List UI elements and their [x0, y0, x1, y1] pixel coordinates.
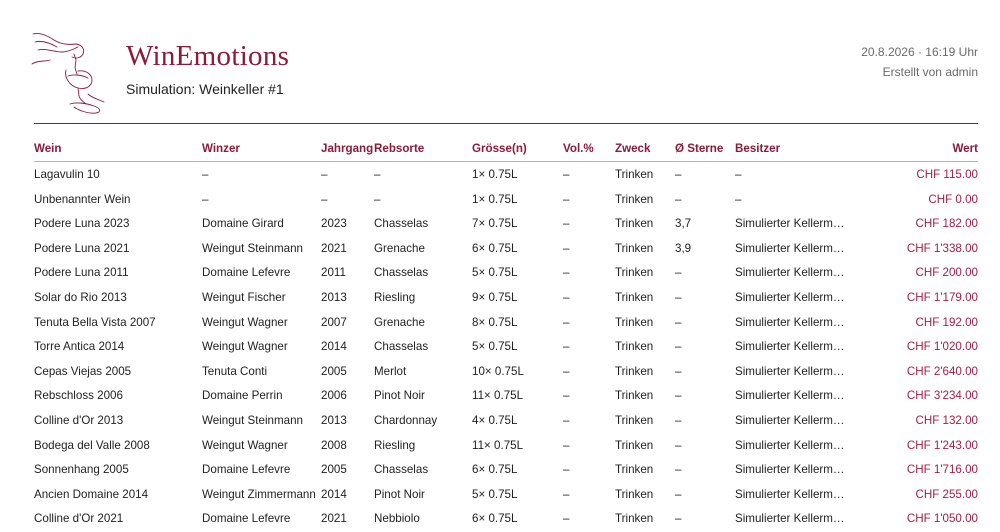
- cell-size: 5× 0.75L: [472, 340, 518, 354]
- cell-alcohol: –: [563, 364, 570, 378]
- cell-wine-name: Torre Antica 2014: [34, 340, 125, 354]
- cell-owner: Simulierter Kellerm…: [735, 389, 845, 403]
- cell-purpose: Trinken: [615, 266, 654, 280]
- cell-avg-stars: –: [675, 364, 682, 378]
- cell-winemaker: Tenuta Conti: [202, 364, 268, 378]
- cell-value: CHF 200.00: [915, 266, 978, 280]
- cell-winemaker: Weingut Wagner: [202, 340, 288, 354]
- cell-purpose: Trinken: [615, 438, 654, 452]
- cell-alcohol: –: [563, 290, 570, 304]
- cell-winemaker: Weingut Zimmermann: [202, 487, 316, 501]
- cell-owner: Simulierter Kellerm…: [735, 315, 845, 329]
- report-author: Erstellt von admin: [882, 65, 978, 79]
- cell-owner: Simulierter Kellerm…: [735, 463, 845, 477]
- cell-size: 11× 0.75L: [472, 438, 524, 452]
- cell-purpose: Trinken: [615, 241, 654, 255]
- cell-grape: Chasselas: [374, 340, 429, 354]
- brand-wordmark: WinEmotions: [126, 40, 290, 72]
- table-row: [34, 359, 978, 384]
- cell-purpose: Trinken: [615, 315, 654, 329]
- cell-purpose: Trinken: [615, 487, 654, 501]
- column-header-jahrgang: Jahrgang: [321, 142, 374, 155]
- cell-wine-name: Colline d'Or 2013: [34, 413, 124, 427]
- cell-avg-stars: –: [675, 512, 682, 526]
- cell-alcohol: –: [563, 315, 570, 329]
- cell-purpose: Trinken: [615, 364, 654, 378]
- column-header-besitzer: Besitzer: [735, 142, 781, 155]
- cell-vintage: 2014: [321, 340, 347, 354]
- cell-winemaker: Weingut Wagner: [202, 315, 288, 329]
- cell-value: CHF 132.00: [915, 413, 978, 427]
- cell-purpose: Trinken: [615, 512, 654, 526]
- cell-alcohol: –: [563, 512, 570, 526]
- cell-grape: Chasselas: [374, 463, 429, 477]
- table-row: [34, 162, 978, 187]
- table-body: [34, 162, 978, 531]
- cell-alcohol: –: [563, 487, 570, 501]
- cell-owner: –: [735, 168, 742, 181]
- cell-size: 4× 0.75L: [472, 413, 518, 427]
- report-subtitle: Simulation: Weinkeller #1: [126, 81, 284, 97]
- cell-value: CHF 3'234.00: [906, 389, 978, 403]
- cell-vintage: 2013: [321, 413, 347, 427]
- cell-purpose: Trinken: [615, 192, 654, 206]
- cell-value: CHF 1'050.00: [906, 512, 978, 526]
- cell-vintage: 2007: [321, 315, 347, 329]
- cell-alcohol: –: [563, 340, 570, 354]
- cell-vintage: 2013: [321, 290, 347, 304]
- cell-wine-name: Sonnenhang 2005: [34, 463, 129, 477]
- cell-grape: Grenache: [374, 241, 425, 255]
- cell-vintage: 2021: [321, 512, 347, 526]
- cell-wine-name: Lagavulin 10: [34, 168, 100, 181]
- cell-owner: Simulierter Kellerm…: [735, 487, 845, 501]
- cell-vintage: 2014: [321, 487, 347, 501]
- cell-grape: Merlot: [374, 364, 407, 378]
- column-header-groesse: Grösse(n): [472, 142, 527, 155]
- cell-wine-name: Rebschloss 2006: [34, 389, 123, 403]
- cell-avg-stars: –: [675, 463, 682, 477]
- cell-avg-stars: –: [675, 438, 682, 452]
- cell-purpose: Trinken: [615, 413, 654, 427]
- table-row: [34, 383, 978, 408]
- cell-winemaker: –: [202, 168, 209, 181]
- cell-size: 5× 0.75L: [472, 487, 518, 501]
- cell-grape: Riesling: [374, 290, 416, 304]
- cell-avg-stars: –: [675, 413, 682, 427]
- table-row: [34, 408, 978, 433]
- cell-avg-stars: 3,7: [675, 217, 692, 231]
- column-header-wert: Wert: [952, 142, 978, 155]
- cell-winemaker: Weingut Steinmann: [202, 241, 303, 255]
- column-header-vol: Vol.%: [563, 142, 594, 155]
- cell-wine-name: Unbenannter Wein: [34, 192, 131, 206]
- cell-purpose: Trinken: [615, 168, 654, 181]
- cell-value: CHF 0.00: [928, 192, 978, 206]
- table-row: [34, 433, 978, 458]
- cell-wine-name: Podere Luna 2023: [34, 217, 130, 231]
- cell-wine-name: Solar do Rio 2013: [34, 290, 127, 304]
- cell-alcohol: –: [563, 463, 570, 477]
- column-header-winzer: Winzer: [202, 142, 240, 155]
- cell-grape: Chardonnay: [374, 413, 438, 427]
- cell-grape: Chasselas: [374, 266, 429, 280]
- cell-size: 6× 0.75L: [472, 241, 518, 255]
- table-row: [34, 211, 978, 236]
- cell-size: 6× 0.75L: [472, 512, 518, 526]
- cell-wine-name: Colline d'Or 2021: [34, 512, 124, 526]
- cell-alcohol: –: [563, 413, 570, 427]
- table-header-row: [34, 137, 978, 162]
- report-meta: [861, 42, 978, 82]
- cell-winemaker: Domaine Girard: [202, 217, 284, 231]
- header-divider: [34, 123, 978, 124]
- cell-winemaker: –: [202, 192, 209, 206]
- table-row: [34, 506, 978, 531]
- cell-owner: Simulierter Kellerm…: [735, 364, 845, 378]
- cell-value: CHF 1'338.00: [906, 241, 978, 255]
- cell-purpose: Trinken: [615, 290, 654, 304]
- cell-avg-stars: –: [675, 168, 682, 181]
- cell-wine-name: Podere Luna 2011: [34, 266, 129, 280]
- cell-winemaker: Domaine Lefevre: [202, 512, 291, 526]
- cell-alcohol: –: [563, 217, 570, 231]
- cell-value: CHF 192.00: [915, 315, 978, 329]
- table-row: [34, 187, 978, 212]
- cell-vintage: 2005: [321, 364, 347, 378]
- cell-grape: –: [374, 168, 381, 181]
- table-row: [34, 457, 978, 482]
- cell-owner: Simulierter Kellerm…: [735, 217, 845, 231]
- table-row: [34, 482, 978, 507]
- cell-avg-stars: –: [675, 389, 682, 403]
- cell-owner: Simulierter Kellerm…: [735, 512, 845, 526]
- cell-vintage: 2008: [321, 438, 347, 452]
- table-row: [34, 310, 978, 335]
- cell-size: 9× 0.75L: [472, 290, 518, 304]
- cell-value: CHF 182.00: [915, 217, 978, 231]
- cell-size: 10× 0.75L: [472, 364, 524, 378]
- cell-size: 5× 0.75L: [472, 266, 518, 280]
- cell-avg-stars: –: [675, 290, 682, 304]
- cell-owner: Simulierter Kellerm…: [735, 266, 845, 280]
- cell-vintage: 2006: [321, 389, 347, 403]
- cell-grape: –: [374, 192, 381, 206]
- cell-vintage: 2005: [321, 463, 347, 477]
- cell-owner: Simulierter Kellerm…: [735, 438, 845, 452]
- column-header-sterne: Ø Sterne: [675, 142, 724, 155]
- cell-size: 6× 0.75L: [472, 463, 518, 477]
- cell-purpose: Trinken: [615, 340, 654, 354]
- cell-value: CHF 1'020.00: [906, 340, 978, 354]
- column-header-zweck: Zweck: [615, 142, 651, 155]
- cell-winemaker: Domaine Lefevre: [202, 266, 291, 280]
- cell-grape: Riesling: [374, 438, 416, 452]
- cell-value: CHF 115.00: [916, 168, 978, 181]
- cell-vintage: 2021: [321, 241, 347, 255]
- cell-vintage: –: [321, 168, 328, 181]
- cell-alcohol: –: [563, 438, 570, 452]
- cell-size: 7× 0.75L: [472, 217, 518, 231]
- cell-alcohol: –: [563, 168, 570, 181]
- cell-avg-stars: –: [675, 487, 682, 501]
- cell-purpose: Trinken: [615, 389, 654, 403]
- cell-alcohol: –: [563, 389, 570, 403]
- cell-grape: Chasselas: [374, 217, 429, 231]
- cell-value: CHF 255.00: [915, 487, 978, 501]
- cell-wine-name: Bodega del Valle 2008: [34, 438, 150, 452]
- cell-value: CHF 1'716.00: [906, 463, 978, 477]
- cell-grape: Pinot Noir: [374, 487, 425, 501]
- cell-vintage: 2011: [321, 266, 346, 280]
- cell-winemaker: Domaine Lefevre: [202, 463, 291, 477]
- cell-wine-name: Ancien Domaine 2014: [34, 487, 149, 501]
- wine-table: [34, 137, 978, 531]
- cell-winemaker: Weingut Fischer: [202, 290, 286, 304]
- cell-vintage: –: [321, 192, 328, 206]
- cell-size: 8× 0.75L: [472, 315, 518, 329]
- cell-size: 11× 0.75L: [472, 389, 524, 403]
- cell-grape: Nebbiolo: [374, 512, 420, 526]
- cell-avg-stars: 3,9: [675, 241, 692, 255]
- cell-avg-stars: –: [675, 340, 682, 354]
- cell-alcohol: –: [563, 192, 570, 206]
- cell-winemaker: Weingut Steinmann: [202, 413, 303, 427]
- cell-purpose: Trinken: [615, 463, 654, 477]
- cell-owner: Simulierter Kellerm…: [735, 290, 845, 304]
- report-date-time: 20.8.2026 · 16:19 Uhr: [861, 45, 978, 59]
- cell-owner: –: [735, 192, 742, 206]
- cell-avg-stars: –: [675, 192, 682, 206]
- cell-value: CHF 1'243.00: [906, 438, 978, 452]
- column-header-rebsorte: Rebsorte: [374, 142, 425, 155]
- cell-owner: Simulierter Kellerm…: [735, 340, 845, 354]
- cell-grape: Pinot Noir: [374, 389, 425, 403]
- cell-owner: Simulierter Kellerm…: [735, 413, 845, 427]
- cell-winemaker: Domaine Perrin: [202, 389, 283, 403]
- cell-owner: Simulierter Kellerm…: [735, 241, 845, 255]
- cell-alcohol: –: [563, 266, 570, 280]
- cell-value: CHF 1'179.00: [906, 290, 978, 304]
- cell-purpose: Trinken: [615, 217, 654, 231]
- cell-avg-stars: –: [675, 315, 682, 329]
- table-row: [34, 260, 978, 285]
- cell-wine-name: Tenuta Bella Vista 2007: [34, 315, 156, 329]
- wine-pour-logo-icon: [30, 30, 110, 118]
- cell-size: 1× 0.75L: [472, 192, 518, 206]
- column-header-wein: Wein: [34, 142, 62, 155]
- cell-alcohol: –: [563, 241, 570, 255]
- table-row: [34, 285, 978, 310]
- table-row: [34, 334, 978, 359]
- cell-vintage: 2023: [321, 217, 347, 231]
- cell-value: CHF 2'640.00: [906, 364, 978, 378]
- cell-avg-stars: –: [675, 266, 682, 280]
- cell-wine-name: Podere Luna 2021: [34, 241, 130, 255]
- cell-grape: Grenache: [374, 315, 425, 329]
- table-row: [34, 236, 978, 261]
- cell-size: 1× 0.75L: [472, 168, 518, 181]
- cell-wine-name: Cepas Viejas 2005: [34, 364, 132, 378]
- cell-winemaker: Weingut Wagner: [202, 438, 288, 452]
